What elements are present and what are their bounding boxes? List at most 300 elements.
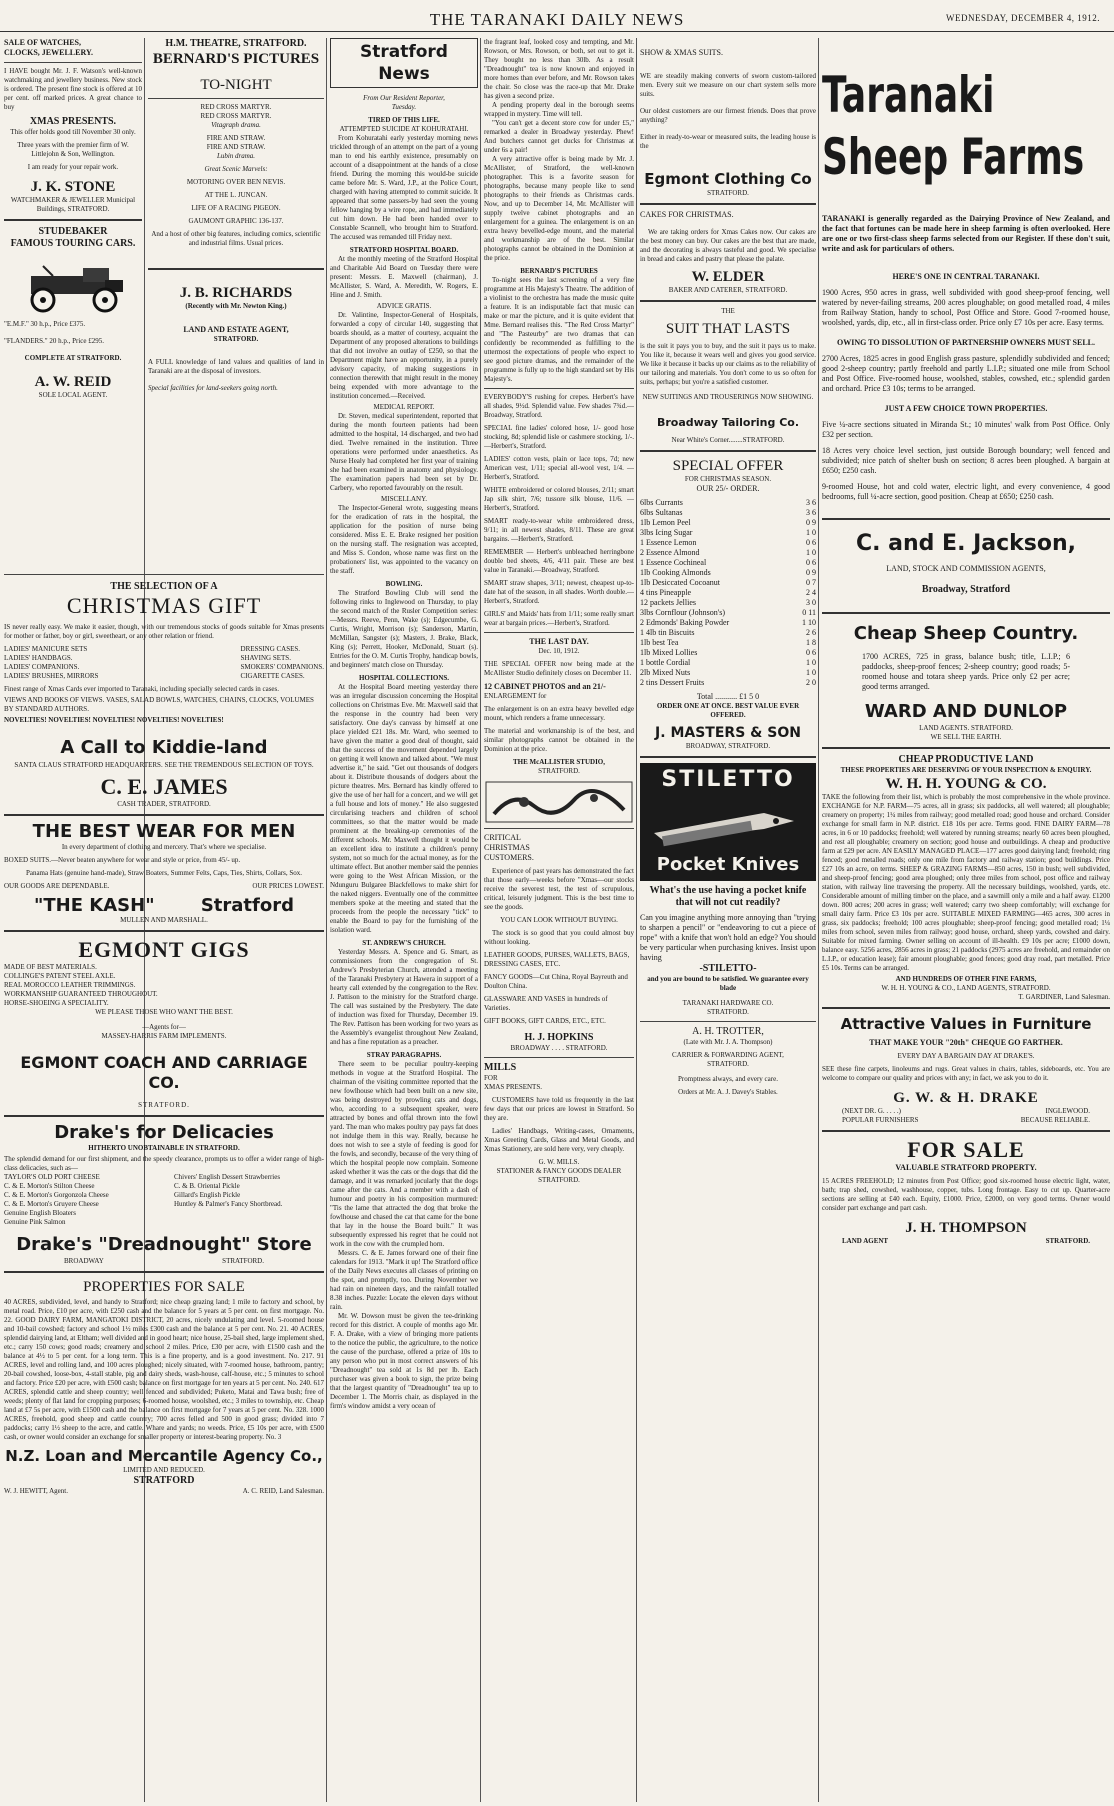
attempted-heading: ATTEMPTED SUICIDE AT KOHURATAHI. [339, 125, 469, 133]
cheque-note: THAT MAKE YOUR "20th" CHEQUE GO FARTHER. [869, 1038, 1063, 1047]
pocket-knife-body: Can you imagine anything more annoying than "trying to sharpen a pencil" or "endeavoring to cut a piece of rope" with a knife that won't hold an edge? You should be very particular when purchasing knives. Insist upon having [640, 913, 816, 962]
order-item-price: 1 0 [806, 528, 816, 537]
richards-footer: Special facilities for land-seekers going north. [148, 384, 278, 392]
lowest-prices-tagline: OUR PRICES LOWEST. [252, 882, 324, 890]
kiddie-land-heading: A Call to Kiddie-land [60, 737, 268, 758]
elder-subtitle: BAKER AND CATERER, STRATFORD. [668, 286, 788, 294]
gift-list [4, 645, 324, 681]
stratford-news-masthead [330, 38, 478, 88]
advice-story: Dr. Valintine, Inspector-General of Hospitals, forwarded a copy of circular 140, suggesting that boards should, as a matter of courtesy, acquaint the Department of any proposed alterations to buildings that did not involve an outlay of £250, so that the Department might have an opportunity, in a purely advisory capacity, of making suggestions in connection therewith that might result in the money being expended with more advantage to the institution concerned.—Received. [330, 311, 478, 400]
miranda-sections: Five ¼-acre sections situated in Miranda St.; 10 minutes' walk from Post Office. Only £32 per section. [822, 420, 1110, 439]
productive-land-subheading: THESE PROPERTIES ARE DESERVING OF YOUR INSPECTION & ENQUIRY. [840, 766, 1092, 774]
order-item-price: 3 6 [806, 508, 816, 517]
sheep-farms-heading: Sheep Farms [822, 128, 1085, 186]
suitings-note: NEW SUITINGS AND TROUSERINGS NOW SHOWING. [642, 393, 814, 401]
touring-car-illustration [13, 256, 133, 314]
ward-dunlop-slogan: WE SELL THE EARTH. [930, 733, 1002, 741]
theatre-heading: H.M. THEATRE, STRATFORD. [165, 38, 307, 49]
cow-price-story: "You can't get a decent store cow for under £5," remarked a dealer in Broadway yesterday. Phew! And butchers cannot get ducks for Christmas at under 6s a pair! [484, 119, 634, 154]
newspaper-title: THE TARANAKI DAILY NEWS [429, 10, 685, 29]
richards-body: A FULL knowledge of land values and qualities of land in Taranaki are at the disposal of investors. [148, 358, 324, 375]
column-rule [480, 38, 481, 1802]
suicide-story: From Kohuratahi early yesterday morning news trickled through of an attempt on the part of a young man to end his earthly existence, presumably on account of a disappointment at the hands of a close friend. During the morning this would-be suicide came before Mr. S. Ward, J.P., at the Police Court, charged with having attempted to commit suicide. It appeared that some passers-by had seen the young fellow hanging by a wire rope, and had immediately cut him down. He had been handed over to Constable Scannell, who brought him to Stratford. The accused was remanded till Friday next. [330, 134, 478, 241]
farms-intro: TARANAKI is generally regarded as the Dairying Province of New Zealand, and the fact that fortunes can be made here in sheep farming is often overlooked. Here are one or two first-class sheep farms selected from our Register. If these don't suit, write and ask for particulars of others. [822, 214, 1110, 253]
stone-subtitle: WATCHMAKER & JEWELLER Municipal Buildings, STRATFORD. [10, 196, 136, 213]
gigs-feature: MADE OF BEST MATERIALS. [4, 963, 97, 971]
order-item-price: 1 0 [806, 548, 816, 557]
delicacies-heading: Drake's for Delicacies [54, 1122, 274, 1143]
order-item [640, 588, 816, 598]
herberts-ad: LADIES' cotton vests, plain or lace tops, 7d; new American vest, 1/11; special all-wool vest, 1/4. — Herbert's, Stratford. [484, 455, 634, 481]
farm-1900-acres: 1900 Acres, 950 acres in grass, well subdivided with good sheep-proof fencing, well watered by never-failing streams, 200 acres ploughable; on good metalled road, 4 miles from Railway Station, handy to school, Post Office and Store. Good 7-roomed house, woolshed, yards, dip, etc., all in first-class order. Price only £7 10s per acre. Easy terms. [822, 288, 1110, 327]
order-item [640, 618, 816, 628]
program-line-5: FIRE AND STRAW. [206, 143, 266, 151]
hospital-board-heading: STRATFORD HOSPITAL BOARD. [349, 246, 459, 254]
thompson-title: LAND AGENT [842, 1237, 889, 1245]
herberts-ad: GIRLS' and Maids' hats from 1/11; some really smart wear at bargain prices.—Herbert's, Stratford. [484, 610, 634, 627]
order-item [640, 658, 816, 668]
furniture-heading: Attractive Values in Furniture [840, 1015, 1092, 1033]
program-line-10: LIFE OF A RACING PIGEON. [191, 204, 281, 212]
town-properties-heading: JUST A FEW CHOICE TOWN PROPERTIES. [884, 404, 1048, 413]
poultry-story: There seem to be peculiar poultry-keeping methods in vogue at the Stratford Hospital. The chairman of the visiting committee reported that the new fowlhouse which had been built on a new site, was being destroyed by prowling cats and dogs, who, according to a subsequent speaker, were attracted by bones and offal thrown into the fowl yard. The man who makes poultry pay pays fat does not indulge them in this way. Really, because he does not wish to see a style of feeding is good for the fowls, and secondly, because of the very thing of which the hospital people now complain. Someone asked whether it was the cats or the dogs that did the damage, and it was remarked jocularly that the dogs came after the cats. And a member with a dash of humour and poetry in his composition murmured: "Tis the lame that attracted the dog that broke the fowlhouse and chased the cat that came for the bone that lay in the house the Board built." It was subsequently expressed his regret that he could not work in the cow with the crumpled horn. [330, 1060, 478, 1248]
program-line-11: GAUMONT GRAPHIC 136-137. [188, 217, 284, 225]
medical-story: Dr. Steven, medical superintendent, reported that during the month fourteen patients had been admitted to the hospital, 14 discharged, and two had died. Twelve remained in the institution. Three operations were performed under anaesthetics. As Nurse Healy had completed her first year of training she had been examined in anatomy and physiology. The examination papers had been set by Dr. Carbery, who reported favourably on the result. [330, 412, 478, 492]
gift-item: CIGARETTE CASES. [240, 672, 305, 680]
egmont-clothing-city: STRATFORD. [707, 189, 749, 197]
central-taranaki-heading: HERE'S ONE IN CENTRAL TARANAKI. [892, 272, 1040, 281]
order-item [640, 568, 816, 578]
best-wear-body: In every department of clothing and mercery. That's where we specialise. [61, 843, 267, 851]
egmont-clothing-name: Egmont Clothing Co [644, 170, 812, 188]
order-item-price: 0 9 [806, 518, 816, 527]
program-line-2: RED CROSS MARTYR. [200, 112, 272, 120]
watches-subheading: CLOCKS, JEWELLERY. [4, 48, 94, 57]
order-item-price: 0 6 [806, 648, 816, 657]
special-offer-subheading: FOR CHRISTMAS SEASON. [684, 475, 772, 483]
handbags-note: Ladies' Handbags, Writing-cases, Ornaments, Xmas Greeting Cards, Glass and Metal Goods, and Xmas Stationery, are sold here very, very cheaply. [484, 1127, 634, 1153]
order-item-name: 1lb best Tea [640, 638, 679, 647]
for-word: FOR [484, 1074, 498, 1082]
order-item-name: 6lbs Currants [640, 498, 683, 507]
order-item-name: 1 bottle Cordial [640, 658, 691, 667]
cheap-sheep-body: 1700 ACRES, 725 in grass, balance bush; title, L.I.P.; 6 paddocks, sheep-proof fences; 2-sheep country; good roads; 5-roomed house and totara sheep yards. Price only £2 per acre; good terms arranged. [862, 652, 1070, 691]
material-note: The material and workmanship is of the best, and similar photographs cannot be obtained in the Dominion at the price. [484, 727, 634, 753]
cabinet-enlargement: ENLARGEMENT for [484, 692, 547, 700]
order-item [640, 538, 816, 548]
properties-body: 40 ACRES, subdivided, level, and handy to Stratford; nice cheap grazing land; 1 mile to factory and school, by metal road. Price, £10 per acre, with £250 cash and the balance for 5 years at 5 per cent. on first mortgage. No. 22. GOOD DAIRY FARM, MANGATOKI DISTRICT, 20 acres, nicely undulating and level. 5-roomed house and 10-bail cowshed; factory and school 1½ miles £300 cash and the balance at 5 per cent. No. 21. 40 ACRES, splendid dairying land, at Eltham; well divided and in good heart; nice house, 25-bail shed, large implement shed, etc.; carry 150 cows; good roads; creamery and school 2 miles. Price, £30 per acre, with £1500 cash and the balance at 4½ to 5 per cent. for a long term. This is a fine property, and is a good investment. No. 217. 91 ACRES, level and rolling land, and 100 acres ploughed; nicely situated, with 7-roomed house, bathroom, pantry; 20-bail cowshed, loose-box, 4-stall stable, pig and dairy sheds, wash-house, calf-house, etc.; 5 minutes to school and factory. Price £20 per acre, with £500 cash; balance on first mortgage for ten years at 5 per cent. No. 240. 617 ACRES, splendid cattle and sheep country; well fenced and subdivided; Puketo, Matai and Tawa bush; free of weeds; plenty of flat land for cropping purposes; 6-roomed house, woolshed, etc.; 3 miles to township, etc. Cheap land at £7 5s per acre, with £1500 cash and the balance on first mortgage for 7 years at 5 per cent. No. 328. 1000 ACRES, freehold, good sheep and cattle country; 700 acres felled and 500 in good grass; divided into 7 paddocks; carry 1½ sheep to the acre, and cattle. Whare and yards; no weeds. Price, £5 10s per acre, with £500 cash, or owner would consider an exchange for smaller property or interest-bearing property. No. 3 [4, 1298, 324, 1441]
best-wear-heading: THE BEST WEAR FOR MEN [32, 821, 296, 842]
order-item-price: 0 6 [806, 538, 816, 547]
ward-dunlop-name: WARD AND DUNLOP [864, 701, 1068, 722]
mcallister-story: A very attractive offer is being made by Mr. J. McAllister, of Stratford, the well-known photographer. This is a favorite season for photographs, because many people like to send photographs to their friends as Christmas cards. Now, and up to December 14, Mr. McAllister will supply twelve cabinet photographs and an enlargement for a guinea. The enlargement is on an extra heavy bevelled-edge mount, and the material and workmanship are of the best. Similar photographs cannot be obtained in the Dominion at the price. [484, 155, 634, 262]
gigs-feature: HORSE-SHOEING A SPECIALITY. [4, 999, 109, 1007]
partnership-heading: OWING TO DISSOLUTION OF PARTNERSHIP OWNERS MUST SELL. [836, 338, 1095, 347]
order-item-name: 4 tins Pineapple [640, 588, 692, 597]
order-item [640, 638, 816, 648]
james-subtitle: CASH TRADER, STRATFORD. [117, 800, 211, 808]
repair-note: I am ready for your repair work. [27, 163, 119, 171]
order-item [640, 498, 816, 508]
promptness-note: Promptness always, and every care. [678, 1075, 778, 1083]
gigs-feature: WORKMANSHIP GUARANTEED THROUGHOUT. [4, 990, 158, 998]
order-item-price: 3 0 [806, 598, 816, 607]
order-item-name: 1 Essence Cochineal [640, 558, 707, 567]
theatre-and-land-column [148, 38, 324, 568]
kash-city: Stratford [200, 895, 294, 916]
premier-firm: Three years with the premier firm of W. Littlejohn & Son, Wellington. [17, 141, 129, 158]
other-farms-note: AND HUNDREDS OF OTHER FINE FARMS, [895, 975, 1037, 983]
stone-name: J. K. STONE [30, 179, 116, 195]
stratford-news-heading: Stratford News [360, 42, 448, 84]
studio-illustration [484, 780, 634, 824]
emf-price: "E.M.F." 30 h.p., Price £375. [4, 320, 86, 328]
last-day-date: Dec. 10, 1912. [538, 647, 580, 655]
hardware-name: TARANAKI HARDWARE CO. [682, 999, 774, 1007]
boxed-suits-note: BOXED SUITS.—Never beaten anywhere for wear and style or price, from 45/- up. [4, 856, 241, 864]
nz-loan-agents-row [4, 1487, 324, 1496]
coach-company-name: EGMONT COACH AND CARRIAGE CO. [20, 1053, 308, 1092]
egmont-gigs-heading: EGMONT GIGS [78, 937, 250, 962]
advice-heading: ADVICE GRATIS. [376, 302, 432, 310]
special-offer-note: THE SPECIAL OFFER now being made at the McAllister Studio definitely closes on December 11. [484, 660, 634, 677]
xmas-presents-word: XMAS PRESENTS. [484, 1083, 542, 1091]
mills-city: STRATFORD. [538, 1176, 580, 1184]
for-sale-heading: FOR SALE [907, 1137, 1025, 1162]
goods-item: LEATHER GOODS, PURSES, WALLETS, BAGS, DRESSING CASES, ETC. [484, 951, 630, 968]
nz-loan-salesman: A. C. REID, Land Salesman. [242, 1487, 324, 1495]
miscellany-heading: MISCELLANY. [381, 495, 427, 503]
shops-column [640, 38, 816, 1802]
order-item [640, 518, 816, 528]
order-item-name: 1 4lb tin Biscuits [640, 628, 695, 637]
order-item-price: 0 7 [806, 578, 816, 587]
broadway-tailoring-address: Near White's Corner........STRATFORD. [671, 436, 785, 444]
watches-heading: SALE OF WATCHES, [4, 38, 81, 47]
hopkins-address: BROADWAY . . . . STRATFORD. [510, 1044, 608, 1052]
cabinet-offer: 12 CABINET PHOTOS and an 21/- [484, 682, 606, 691]
for-sale-body: 15 ACRES FREEHOLD; 12 minutes from Post Office; good six-roomed house electric light, water, bath; trap shed, cowshed, washhouse, copper, tubs. Long frontage. Easy to cut up. Quarter-acre sections are selling at £40 each. Equity, £1000. Price, £2000, on very good terms. Owner would consider part exchange and part cash. [822, 1177, 1110, 1212]
bernards-heading: BERNARD'S PICTURES [520, 267, 598, 275]
touring-cars-heading: FAMOUS TOURING CARS. [10, 238, 136, 249]
delicacy-item: Huntley & Palmer's Fancy Shortbread. [174, 1200, 283, 1208]
customers-word: CUSTOMERS. [484, 853, 534, 862]
knife-illustration [644, 793, 812, 853]
herberts-ad: REMEMBER — Herbert's unbleached herringbone double bed sheets, 4/6, 4/11 pair. These are best value in Taranaki.—Broadway, Stratford. [484, 548, 634, 574]
furniture-body: SEE these fine carpets, linoleums and rugs. Great values in chairs, tables, sideboards, etc. You are welcome to compare our quality and prices with any; in fact, we ask you to do it. [822, 1065, 1110, 1082]
productive-land-heading: CHEAP PRODUCTIVE LAND [898, 754, 1034, 765]
order-item-price: 2 6 [806, 628, 816, 637]
stiletto-guarantee: and you are bound to be satisfied. We guarantee every blade [647, 975, 809, 992]
thompson-row [822, 1237, 1110, 1246]
tired-heading: TIRED OF THIS LIFE. [368, 116, 440, 124]
special-offer-heading: SPECIAL OFFER [672, 458, 784, 474]
gigs-feature: COLLINGE'S PATENT STEEL AXLE. [4, 972, 116, 980]
valuable-property-heading: VALUABLE STRATFORD PROPERTY. [895, 1163, 1037, 1172]
order-item-price: 1 8 [806, 638, 816, 647]
byline-day: Tuesday. [391, 103, 417, 111]
mills-name: G. W. MILLS. [538, 1158, 580, 1166]
drake-address-row [822, 1107, 1110, 1116]
collections-heading: HOSPITAL COLLECTIONS. [358, 674, 450, 682]
column-rule [818, 38, 819, 1802]
stray-heading: STRAY PARAGRAPHS. [366, 1051, 442, 1059]
bowling-heading: BOWLING. [385, 580, 423, 588]
stock-note: The stock is so good that you could almost buy without looking. [484, 929, 634, 946]
nz-loan-limited: LIMITED AND REDUCED. [123, 1466, 205, 1474]
program-line-8: MOTORING OVER BEN NEVIS. [186, 178, 286, 186]
delicacy-item: C. & E. Morton's Gruyere Cheese [4, 1200, 99, 1208]
program-line-9: AT THE L. JUNCAN. [204, 191, 268, 199]
order-item-name: 1lb Mixed Lollies [640, 648, 698, 657]
property-deal-story: A pending property deal in the borough seems wrapped in mystery. Time will tell. [484, 101, 634, 118]
collections-story: At the Hospital Board meeting yesterday there was an irregular discussion concerning the Hospital collections on Christmas Eve. Mr. Maxwell said that the response in the country had been very satisfactory. One day's canvass by himself at one place yielded £21 18s. Mr. Ward, who seemed to have given the matter a good deal of thought, said that the success of the movement depended largely on getting it well known and talked about. "We must advertise it," he said. "Get out thousands of dodgers about it. Distribute thousands of dodgers about the picture theatres. Mrs. Bernard has kindly offered to give the use of her hall for a concert, and we will get a full house and lots of money." He also suggested circularising teachers and children of school committees, so that the matter would be made prominent at the breaking-up ceremonies of the different schools. Mr. Maxwell thought it would be an excellent idea to institute a children's penny system, not so much for the actual money, as for the ultimate effect. But another member said the pennies were going to the West African Mission, or the Ndunguru Bulgaree Blackfellows to make shirt for the naked niggers. Eventually one of the committee members spoke at the meeting and stated that the proceeds from the people the necessary "tick" to enable the Board to pay for the furnishing of the isolation ward. [330, 683, 478, 934]
watches-body: I HAVE bought Mr. J. F. Watson's well-known watchmaking and jewellery business. New stock is ordered. The present fine stock is offered at 10 per cent. off marked prices. A great chance to buy [4, 67, 142, 111]
program-note: And a host of other big features, including comics, scientific and industrial films. Usual prices. [151, 230, 321, 247]
eighteen-acres: 18 Acres very choice level section, just outside Borough boundary; well fenced and subdivided; nice patch of shelter bush on section; 8 acres been ploughed. A bargain at £650; £250 cash. [822, 446, 1110, 475]
stiletto-ad [640, 763, 816, 881]
gigs-feature: WE PLEASE THOSE WHO WANT THE BEST. [95, 1008, 233, 1016]
delicacy-item: Chivers' English Dessert Strawberries [174, 1173, 281, 1181]
herberts-ad: SMART ready-to-wear white embroidered dress, 9/11; in all newest shades, 8/11. These are great bargains. —Herbert's, Stratford. [484, 517, 634, 543]
order-now-note: ORDER ONE AT ONCE. BEST VALUE EVER OFFERED. [656, 702, 800, 719]
studebaker-heading: STUDEBAKER [38, 226, 108, 237]
order-item [640, 608, 816, 618]
watches-and-cars-column [4, 38, 142, 568]
order-item-name: 3lbs Icing Sugar [640, 528, 693, 537]
drake-tagline-right: BECAUSE RELIABLE. [1020, 1116, 1090, 1124]
order-item [640, 678, 816, 688]
program-line-6: Lubin drama. [216, 152, 256, 160]
order-item-name: 1lb Cooking Almonds [640, 568, 711, 577]
tea-record-story: Mr. W. Dowson must be given the tee-drinking record for this district. A couple of months ago Mr. F. A. Drake, with a view of bringing more patients to the notice the public, the agriculture, to the notice the cause of the purchase, offered a prize of 10s to any person who put in most correct answers of his "Dreadnought" tea sold at 1s 8d per lb. Each purchaser was given a book to sign, the prize being that the largest quantity of "Dreadnought" tea up to December 1. The Morris chair, as displayed in the firm's window amidst a very ocean of [330, 1312, 478, 1410]
delicacies-list [4, 1173, 324, 1227]
thompson-name: J. H. THOMPSON [905, 1220, 1027, 1236]
calendar-story: Messrs. C. & E. James forward one of their fine calendars for 1913. "Mark it up! The Stratford office of the Daily News executes all classes of printing on the spot, and promptly, too. During November we had rain on nineteen days, and the rainfall totalled 8.38 inches. Puzzle: Locate the eleven days without rain. [330, 1249, 478, 1311]
order-item-name: 2 Essence Almond [640, 548, 700, 557]
column-rule [636, 38, 637, 1802]
goods-item: GLASSWARE AND VASES in hundreds of Varieties. [484, 995, 608, 1012]
goods-item: GIFT BOOKS, GIFT CARDS, ETC., ETC. [484, 1017, 606, 1025]
order-item-price: 0 6 [806, 558, 816, 567]
order-heading: OUR 25/- ORDER. [696, 484, 760, 493]
order-item-price: 0 9 [806, 568, 816, 577]
gift-item: LADIES' HANDBAGS. [4, 654, 73, 662]
suit-body: is the suit it pays you to buy, and the suit it pays us to make. You like it, because it wears well and gives you good service. We like it because it backs up our claims as to the reliability of our tailoring and materials. You don't come to us so often for suits, perhaps; but you're a satisfied customer. [640, 342, 816, 386]
drake-town: INGLEWOOD. [1045, 1107, 1090, 1115]
order-item-name: 3lbs Cornflour (Johnson's) [640, 608, 725, 617]
order-item [640, 648, 816, 658]
delicacy-item: Gillard's English Pickle [174, 1191, 241, 1199]
views-note: VIEWS AND BOOKS OF VIEWS. VASES, SALAD BOWLS, WATCHES, CHAINS, CLOCKS, VOLUMES BY STANDARD AUTHORS. [4, 696, 314, 713]
coach-company-city: STRATFORD. [138, 1101, 190, 1109]
novelties-banner: NOVELTIES! NOVELTIES! NOVELTIES! NOVELTIES! NOVELTIES! [4, 716, 224, 724]
delicacy-item: C. & B. Oriental Pickle [174, 1182, 240, 1190]
christmas-word: CHRISTMAS [484, 843, 530, 852]
tea-story-continued: the fragrant leaf, looked cosy and tempting, and Mr. Rowson, or Mrs. Rowson, or both, set out to get it. They bought no less than 30lb. As a result "Dreadnought" tea is now known and enjoyed in more homes than ever before, and Mr. Rowson takes the chair. So close was the race-up that Mr. Drake has given a second prize. [484, 38, 634, 100]
delicacies-body: The splendid demand for our first shipment, and the speedy clearance, prompts us to offer a wider range of high-class delicacies, such as— [4, 1155, 324, 1172]
masthead [0, 0, 1114, 32]
bernards-story: To-night sees the last screening of a very fine programme at His Majesty's Theatre. The addition of a violinist to the orchestra has made the music quite a feature. It is an indisputable fact that music can make or mar the picture, and it is quite evident that Mme. Bernard realises this. "The Red Cross Martyr" and "The Pasteurby" are two dramas that can confidently be recommended as fulfilling to the uttermost the expectations of people who expect to see good picture dramas, and the remainder of the programme is fully up to the high standard set by His Majesty's. [484, 276, 634, 383]
taranaki-heading: Taranaki [822, 66, 995, 124]
program-line-1: RED CROSS MARTYR. [200, 103, 272, 111]
hospital-board-story: At the monthly meeting of the Stratford Hospital and Charitable Aid Board on Tuesday there were present: Messrs. E. Maxwell (chairman), J. McAllister, S. Ward, A. Meredith, W. Rogers, E. Hine and J. Smith. [330, 255, 478, 299]
hardware-city: STRATFORD. [707, 1008, 749, 1016]
james-name: C. E. JAMES [100, 774, 228, 799]
thompson-city: STRATFORD. [1045, 1237, 1090, 1245]
the-word: THE [721, 307, 735, 315]
massey-harris: MASSEY-HARRIS FARM IMPLEMENTS. [101, 1032, 227, 1040]
dreadnought-city: STRATFORD. [222, 1257, 264, 1265]
order-item-price: 1 0 [806, 668, 816, 677]
agents-for: —Agents for— [142, 1023, 186, 1031]
xmas-offer: This offer holds good till November 30 only. [10, 128, 136, 136]
elder-name: W. ELDER [691, 269, 765, 285]
news-continued-column [484, 38, 634, 1802]
santa-note: SANTA CLAUS STRATFORD HEADQUARTERS. SEE THE TREMENDOUS SELECTION OF TOYS. [14, 761, 314, 769]
order-item [640, 508, 816, 518]
delicacy-item: Genuine Pink Salmon [4, 1218, 66, 1226]
broadway-tailoring-name: Broadway Tailoring Co. [656, 416, 800, 429]
either-note: Either in ready-to-wear or measured suits, the leading house is the [640, 133, 816, 150]
reid-subtitle: SOLE LOCAL AGENT. [38, 391, 108, 399]
jackson-city: Broadway, Stratford [921, 584, 1011, 595]
delicacy-item: C. & E. Morton's Stilton Cheese [4, 1182, 95, 1190]
look-without-buying: YOU CAN LOOK WITHOUT BUYING. [500, 916, 618, 924]
miscellany-story: The Inspector-General wrote, suggesting means for the eradication of rats in the hospital, the application for the position of nurse being considered. Miss E. E. Brake resigned her position on the nursing staff. The resignation was accepted, and Miss S. Condon, whose name was first on the probationers' list, was appointed to the vacancy on the staff. [330, 504, 478, 575]
farms-column [822, 38, 1110, 1802]
masters-address: BROADWAY, STRATFORD. [685, 742, 771, 750]
customers-note: CUSTOMERS have told us frequently in the last few days that our prices are lowest in Stratford. So they are. [484, 1096, 634, 1122]
farm-2700-acres: 2700 Acres, 1825 acres in good English grass pasture, splendidly subdivided and fenced; good 2-sheep country; partly freehold and partly L.I.P.; situated one mile from School and Post Office. Five-roomed house, woolshed, stables, cowshed, etc.; splendid garden and orchard. Price £3 10s; terms to be arranged. [822, 354, 1110, 393]
trotter-subtitle: (Late with Mr. J. A. Thompson) [683, 1038, 773, 1046]
order-item-name: 2 Edmonds' Baking Powder [640, 618, 730, 627]
drake-location: (NEXT DR. G. . . . .) [842, 1107, 901, 1115]
oldest-note: Our oldest customers are our firmest friends. Does that prove anything? [640, 107, 816, 124]
delicacy-item: Genuine English Bloaters [4, 1209, 76, 1217]
reid-name: A. W. REID [34, 374, 112, 390]
medical-heading: MEDICAL REPORT. [373, 403, 435, 411]
last-day-heading: THE LAST DAY. [529, 637, 589, 646]
herberts-ad: EVERYBODY'S rushing for crepes. Herbert's have all shades, 9½d. Splendid value. Few shades 7¾d.— Broadway, Stratford. [484, 393, 634, 419]
drake-tagline-row [822, 1116, 1110, 1125]
issue-date: WEDNESDAY, DECEMBER 4, 1912. [945, 13, 1100, 23]
steadily-note: WE are steadily making converts of sworn custom-tailored men. Every suit we measure on our chart system sells more suits. [640, 72, 816, 98]
order-item-name: 1lb Lemon Peel [640, 518, 691, 527]
carrier-note: CARRIER & FORWARDING AGENT, [672, 1051, 784, 1059]
jackson-name: C. and E. Jackson, [855, 531, 1077, 556]
mullen-marshall: MULLEN AND MARSHALL. [120, 916, 208, 924]
herberts-ad: SMART straw shapes, 3/11; newest, cheapest up-to-date hat of the season, in all shades. Worth double.— Herbert's, Stratford. [484, 579, 634, 605]
land-agent-heading: LAND AND ESTATE AGENT, [183, 325, 289, 334]
dreadnought-store: Drake's "Dreadnought" Store [16, 1234, 312, 1255]
reporter-byline: From Our Resident Reporter, [363, 94, 445, 102]
ward-dunlop-subtitle: LAND AGENTS. STRATFORD. [919, 724, 1013, 732]
cheap-sheep-heading: Cheap Sheep Country. [853, 623, 1079, 644]
order-total: Total ........... £1 5 0 [696, 692, 760, 701]
experience-note: Experience of past years has demonstrated the fact that those early—weeks before "Xmas—our stocks receive the severest test, the test of scrupulous, critical, leisurely judgment. This is the best time to see the goods. [484, 867, 634, 911]
bargain-day-note: EVERY DAY A BARGAIN DAY AT DRAKE'S. [897, 1052, 1035, 1060]
properties-heading: PROPERTIES FOR SALE [83, 1279, 245, 1295]
dreadnought-street: BROADWAY [64, 1257, 104, 1265]
herberts-ad: SPECIAL fine ladies' colored hose, 1/- good hose stocking, 8d; splendid lisle or cashmere stocking, 1/-. —Herbert's, Stratford. [484, 424, 634, 450]
kash-name: "THE KASH" [34, 895, 155, 916]
order-item-price: 2 4 [806, 588, 816, 597]
gift-item: SHAVING SETS. [240, 654, 291, 662]
order-item-price: 0 11 [802, 608, 816, 617]
gift-item: LADIES' BRUSHES, MIRRORS [4, 672, 99, 680]
dreadnought-address-row [4, 1257, 324, 1266]
order-item-price: 3 6 [806, 498, 816, 507]
order-item [640, 668, 816, 678]
nz-loan-agent: W. J. HEWITT, Agent. [4, 1487, 68, 1495]
jackson-subtitle: LAND, STOCK AND COMMISSION AGENTS, [886, 564, 1046, 573]
cakes-heading: CAKES FOR CHRISTMAS. [640, 210, 734, 219]
order-item-name: 12 packets Jellies [640, 598, 696, 607]
order-item-price: 1 10 [802, 618, 816, 627]
order-item [640, 628, 816, 638]
order-item-price: 2 0 [806, 678, 816, 687]
young-name: W. H. H. YOUNG & CO. [885, 776, 1047, 792]
order-item [640, 548, 816, 558]
young-footer: W. H. H. YOUNG & CO., LAND AGENTS, STRATFORD. [881, 984, 1051, 992]
nz-loan-city: STRATFORD [133, 1475, 195, 1486]
gardiner-salesman: T. GARDINER, Land Salesman. [1018, 993, 1110, 1001]
order-item-name: 6lbs Sultanas [640, 508, 683, 517]
studio-name: THE McALLISTER STUDIO, [513, 758, 605, 766]
stiletto-brand: STILETTO [661, 767, 795, 792]
selection-body: IS never really easy. We make it easier, though, with our tremendous stocks of goods suitable for Xmas presents for mother or father, boy or girl, sweetheart, or any other relation or friend. [4, 623, 324, 640]
trotter-name: A. H. TROTTER, [692, 1026, 764, 1037]
goods-item: FANCY GOODS—Cut China, Royal Bayreuth and Doulton China. [484, 973, 628, 990]
andrews-heading: ST. ANDREW'S CHURCH. [362, 939, 446, 947]
bernards-pictures: BERNARD'S PICTURES [152, 51, 320, 67]
nine-roomed-house: 9-roomed House, hot and cold water, electric light, and every convenience, 4 good bedrooms, full ¼-acre section, good position. Cheap at £650; £250 cash. [822, 482, 1110, 501]
order-item [640, 528, 816, 538]
carrier-city: STRATFORD. [707, 1060, 749, 1068]
order-item-name: 2lb Mixed Nuts [640, 668, 691, 677]
order-item-name: 2 tins Dessert Fruits [640, 678, 705, 687]
complete-note: COMPLETE AT STRATFORD. [24, 354, 122, 362]
kash-name-row [4, 895, 324, 916]
program-line-4: FIRE AND STRAW. [206, 134, 266, 142]
xmas-cards-note: Finest range of Xmas Cards ever imported to Taranaki, including specially selected cards in cases. [4, 685, 280, 693]
land-agent-city: STRATFORD. [213, 335, 259, 343]
delicacy-item: C. & E. Morton's Gorgonzola Cheese [4, 1191, 109, 1199]
masters-name: J. MASTERS & SON [655, 725, 801, 741]
order-item-name: 1 Essence Lemon [640, 538, 697, 547]
hopkins-name: H. J. HOPKINS [524, 1032, 594, 1043]
mills-word: MILLS [484, 1062, 517, 1073]
herberts-ad: WHITE embroidered or colored blouses, 2/11; smart Jap silk shirt, 7/6; tussore silk blouse, 11/6. — Herbert's, Stratford. [484, 486, 634, 512]
stiletto-insist: -STILETTO- [699, 963, 757, 974]
gigs-feature: REAL MOROCCO LEATHER TRIMMINGS. [4, 981, 136, 989]
unobtainable-note: HITHERTO UNOBTAINABLE IN STRATFORD. [88, 1144, 240, 1152]
richards-subtitle: (Recently with Mr. Newton King.) [185, 302, 287, 310]
tonight-heading: TO-NIGHT [200, 77, 272, 93]
panama-note: Panama Hats (genuine hand-made), Straw Boaters, Summer Felts, Caps, Ties, Shirts, Collars, Sox. [25, 869, 303, 877]
suit-that-lasts-heading: SUIT THAT LASTS [665, 321, 791, 337]
stables-note: Orders at Mr. A. J. Davey's Stables. [678, 1088, 778, 1096]
flanders-price: "FLANDERS." 20 h.p., Price £295. [4, 337, 105, 345]
order-item-name: 1lb Desiccated Cocoanut [640, 578, 720, 587]
selection-heading: THE SELECTION OF A [110, 581, 218, 592]
studio-city: STRATFORD. [538, 767, 580, 775]
andrews-story: Yesterday Messrs. A. Spence and G. Smart, as commissioners from the congregation of St. Andrew's Presbyterian Church, attended a meeting of the Taranaki Presbytery at Hawera in support of a hearty call extended by the congregation to the Rev. J. Pattison to the ministry for the Stratford charge. The call was sustained by the Presbytery. The date of induction was fixed for Thursday, December 19. The Rev. Pattison has been working for two years as the Assembly's evangelist throughout New Zealand, and has a fine reputation as a preacher. [330, 948, 478, 1046]
drake-name: G. W. & H. DRAKE [893, 1090, 1039, 1106]
christmas-gift-heading: CHRISTMAS GIFT [66, 593, 262, 618]
delicacy-item: TAYLOR'S OLD PORT CHEESE [4, 1173, 100, 1181]
